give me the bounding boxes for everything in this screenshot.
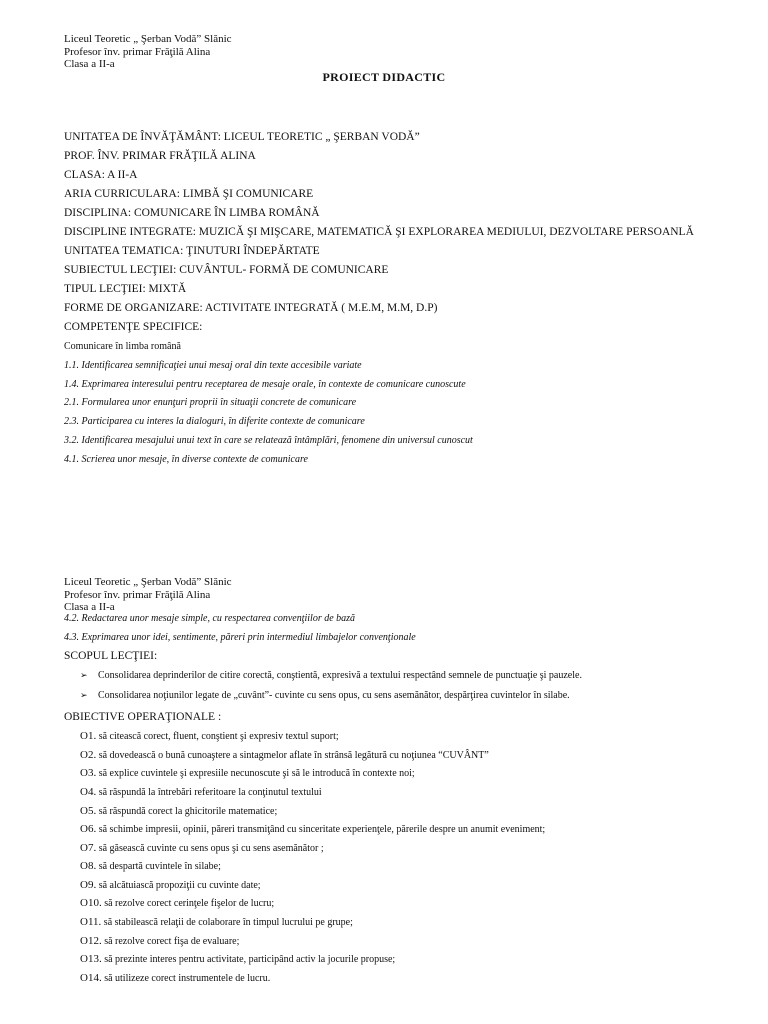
info-integrated-disciplines: DISCIPLINE INTEGRATE: MUZICĂ ŞI MIŞCARE, MATEMATICĂ ŞI EXPLORAREA MEDIULUI, DEZVOLTARE PERSOANLĂ bbox=[64, 226, 694, 238]
competences-subtitle: Comunicare în limba română bbox=[64, 341, 181, 352]
objective-text: să utilizeze corect instrumentele de lucru. bbox=[104, 973, 271, 984]
objective-text: să explice cuvintele şi expresiile necunoscute şi să le introducă în contexte noi; bbox=[98, 768, 415, 779]
objective-code: O8. bbox=[80, 860, 97, 872]
objective-code: O4. bbox=[80, 786, 97, 798]
objective-code: O13. bbox=[80, 953, 102, 965]
scope-bullet bbox=[80, 690, 570, 701]
objective-code: O2. bbox=[80, 749, 97, 761]
info-discipline: DISCIPLINA: COMUNICARE ÎN LIMBA ROMÂNĂ bbox=[64, 207, 320, 219]
objective-text: să răspundă la întrebări referitoare la conţinutul textului bbox=[98, 787, 322, 798]
objective-text: să schimbe impresii, opinii, păreri transmiţând cu sinceritate experienţele, părerile despre un anumit eveniment; bbox=[98, 824, 546, 835]
objective-text: să alcătuiască propoziţii cu cuvinte date; bbox=[98, 880, 261, 891]
objective-item bbox=[80, 786, 322, 798]
info-curricular-area: ARIA CURRICULARA: LIMBĂ ŞI COMUNICARE bbox=[64, 188, 314, 200]
objective-item bbox=[80, 935, 239, 947]
info-teacher: PROF. ÎNV. PRIMAR FRĂŢILĂ ALINA bbox=[64, 150, 256, 162]
objective-text: să răspundă corect la ghicitorile matematice; bbox=[98, 806, 278, 817]
scope-bullet bbox=[80, 670, 582, 681]
objective-item bbox=[80, 823, 545, 835]
objective-item bbox=[80, 749, 489, 761]
objective-item bbox=[80, 972, 270, 984]
header-school: Liceul Teoretic „ Şerban Vodă” Slănic bbox=[64, 576, 232, 588]
objective-code: O3. bbox=[80, 767, 97, 779]
document-title: PROIECT DIDACTIC bbox=[322, 70, 446, 84]
objective-item bbox=[80, 805, 277, 817]
competence-item: 2.3. Participarea cu interes la dialoguri, în diferite contexte de comunicare bbox=[64, 416, 365, 427]
objective-code: O10. bbox=[80, 897, 102, 909]
header-class: Clasa a II-a bbox=[64, 601, 115, 613]
objective-text: să prezinte interes pentru activitate, participând activ la jocurile propuse; bbox=[104, 954, 396, 965]
objective-code: O12. bbox=[80, 935, 102, 947]
competence-item: 2.1. Formularea unor enunţuri proprii în situaţii concrete de comunicare bbox=[64, 397, 357, 408]
objective-code: O5. bbox=[80, 805, 97, 817]
objective-code: O11. bbox=[80, 916, 102, 928]
info-class: CLASA: A II-A bbox=[64, 169, 138, 181]
scope-heading: SCOPUL LECŢIEI: bbox=[64, 650, 158, 662]
info-school: UNITATEA DE ÎNVĂŢĂMÂNT: LICEUL TEORETIC „ ŞERBAN VODĂ” bbox=[64, 131, 420, 143]
info-thematic-unit: UNITATEA TEMATICA: ŢINUTURI ÎNDEPĂRTATE bbox=[64, 245, 320, 257]
objective-item bbox=[80, 897, 274, 909]
objective-code: O1. bbox=[80, 730, 97, 742]
objective-code: O6. bbox=[80, 823, 97, 835]
objective-code: O9. bbox=[80, 879, 97, 891]
page-header-2 bbox=[64, 576, 232, 614]
header-class: Clasa a II-a bbox=[64, 58, 115, 70]
objective-item bbox=[80, 916, 353, 928]
objective-item bbox=[80, 767, 415, 779]
competence-item: 4.1. Scrierea unor mesaje, în diverse contexte de comunicare bbox=[64, 454, 308, 465]
objective-text: să rezolve corect cerinţele fişelor de lucru; bbox=[104, 898, 275, 909]
objectives-heading: OBIECTIVE OPERAŢIONALE : bbox=[64, 711, 222, 723]
scope-bullet-text: Consolidarea noţiunilor legate de „cuvânt”- cuvinte cu sens opus, cu sens asemănător, despărţirea cuvintelor în silabe. bbox=[98, 690, 570, 701]
objective-text: să despartă cuvintele în silabe; bbox=[98, 861, 221, 872]
info-lesson-subject: SUBIECTUL LECŢIEI: CUVÂNTUL- FORMĂ DE COMUNICARE bbox=[64, 264, 389, 276]
competence-item: 4.3. Exprimarea unor idei, sentimente, păreri prin intermediul limbajelor convenţionale bbox=[64, 632, 416, 643]
objective-text: să dovedească o bună cunoaştere a sintagmelor aflate în strânsă legătură cu noţiunea “CUVÂNT” bbox=[98, 750, 489, 761]
header-teacher: Profesor înv. primar Frăţilă Alina bbox=[64, 45, 211, 58]
competence-item: 3.2. Identificarea mesajului unui text în care se relatează întâmplări, fenomene din universul cunoscut bbox=[64, 435, 473, 446]
objective-code: O7. bbox=[80, 842, 97, 854]
arrow-bullet-icon: ➢ bbox=[80, 671, 88, 681]
info-competences-heading: COMPETENŢE SPECIFICE: bbox=[64, 321, 203, 333]
objective-text: să stabilească relaţii de colaborare în timpul lucrului pe grupe; bbox=[103, 917, 353, 928]
objective-item bbox=[80, 842, 324, 854]
objective-item bbox=[80, 860, 221, 872]
header-teacher: Profesor înv. primar Frăţilă Alina bbox=[64, 588, 211, 601]
objective-item bbox=[80, 879, 261, 891]
objective-item bbox=[80, 953, 395, 965]
competence-item: 1.4. Exprimarea interesului pentru receptarea de mesaje orale, în contexte de comunicare cunoscute bbox=[64, 379, 466, 390]
objective-text: să citească corect, fluent, conştient şi expresiv textul suport; bbox=[98, 731, 339, 742]
page-header bbox=[64, 33, 232, 71]
info-lesson-type: TIPUL LECŢIEI: MIXTĂ bbox=[64, 283, 187, 295]
scope-bullet-text: Consolidarea deprinderilor de citire corectă, conştientă, expresivă a textului respectând semnele de punctuaţie şi pauzele. bbox=[98, 670, 582, 681]
objective-text: să găsească cuvinte cu sens opus şi cu sens asemănător ; bbox=[98, 843, 324, 854]
objective-code: O14. bbox=[80, 972, 102, 984]
info-organization-forms: FORME DE ORGANIZARE: ACTIVITATE INTEGRATĂ ( M.E.M, M.M, D.P) bbox=[64, 302, 438, 314]
competence-item: 4.2. Redactarea unor mesaje simple, cu respectarea convenţiilor de bază bbox=[64, 613, 356, 624]
objective-text: să rezolve corect fişa de evaluare; bbox=[104, 936, 240, 947]
header-school: Liceul Teoretic „ Şerban Vodă” Slănic bbox=[64, 33, 232, 45]
arrow-bullet-icon: ➢ bbox=[80, 691, 88, 701]
objective-item bbox=[80, 730, 339, 742]
competence-item: 1.1. Identificarea semnificaţiei unui mesaj oral din texte accesibile variate bbox=[64, 360, 362, 371]
